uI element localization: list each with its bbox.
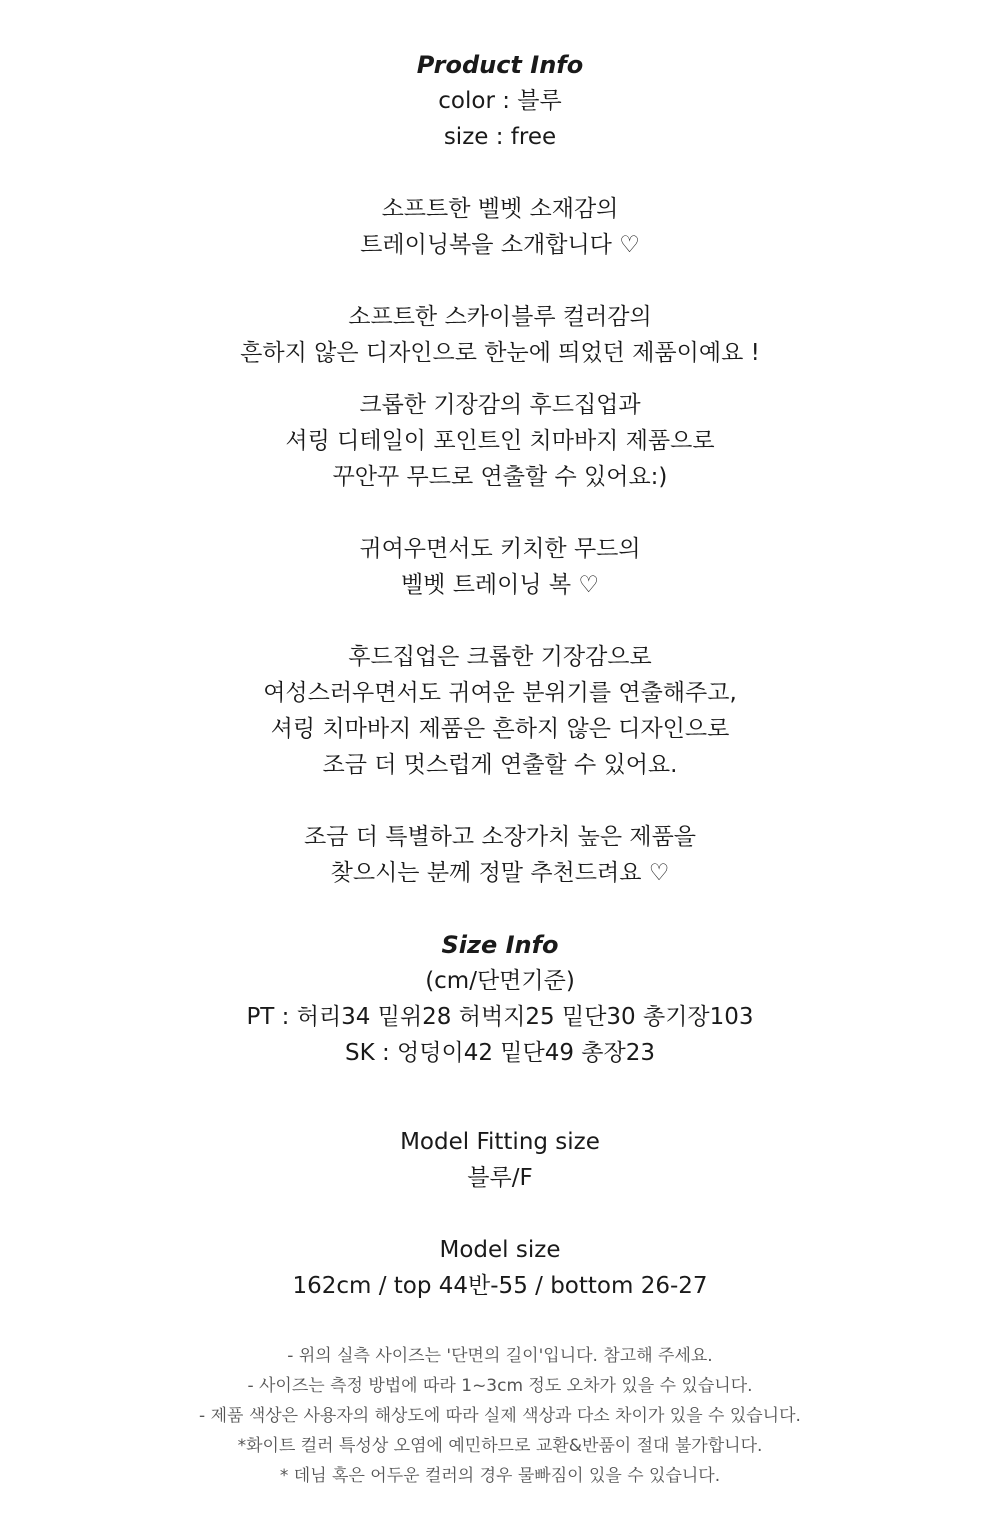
description-line: 크롭한 기장감의 후드집업과 xyxy=(359,392,641,418)
description-line: 후드집업은 크롭한 기장감으로 xyxy=(348,644,652,670)
description-line: 조금 더 특별하고 소장가치 높은 제품을 xyxy=(303,824,697,850)
size-info-heading: Size Info xyxy=(441,931,559,959)
note-line: * 데님 혹은 어두운 컬러의 경우 물빠짐이 있을 수 있습니다. xyxy=(279,1466,721,1486)
description-line: 셔링 디테일이 포인트인 치마바지 제품으로 xyxy=(285,428,715,454)
description-line: 벨벳 트레이닝 복 ♡ xyxy=(400,572,600,598)
product-info-heading: Product Info xyxy=(416,51,584,79)
product-color: color : 블루 xyxy=(438,88,562,114)
description-line: 셔링 치마바지 제품은 흔하지 않은 디자인으로 xyxy=(270,716,730,742)
note-line: - 제품 색상은 사용자의 해상도에 따라 실제 색상과 다소 차이가 있을 수 있습니다. xyxy=(199,1406,801,1426)
description-line: 소프트한 벨벳 소재감의 xyxy=(381,196,619,222)
description-line: 흔하지 않은 디자인으로 한눈에 띄었던 제품이예요 ! xyxy=(240,340,760,366)
description-line: 여성스러우면서도 귀여운 분위기를 연출해주고, xyxy=(263,680,737,706)
description-line: 꾸안꾸 무드로 연출할 수 있어요:) xyxy=(332,464,668,490)
description-line: 조금 더 멋스럽게 연출할 수 있어요. xyxy=(322,752,678,778)
model-fitting-label: Model Fitting size xyxy=(400,1129,600,1155)
size-sk: SK : 엉덩이42 밑단49 총장23 xyxy=(344,1040,655,1066)
model-size-value: 162cm / top 44반-55 / bottom 26-27 xyxy=(292,1273,708,1299)
product-size: size : free xyxy=(443,124,557,150)
note-line: - 사이즈는 측정 방법에 따라 1~3cm 정도 오차가 있을 수 있습니다. xyxy=(247,1376,753,1396)
size-unit: (cm/단면기준) xyxy=(425,968,575,994)
size-pt: PT : 허리34 밑위28 허벅지25 밑단30 총기장103 xyxy=(246,1004,754,1030)
description-line: 소프트한 스카이블루 컬러감의 xyxy=(348,304,652,330)
model-fitting-value: 블루/F xyxy=(467,1165,533,1191)
model-size-label: Model size xyxy=(439,1237,561,1263)
note-line: *화이트 컬러 특성상 오염에 예민하므로 교환&반품이 절대 불가합니다. xyxy=(237,1436,763,1456)
description-line: 트레이닝복을 소개합니다 ♡ xyxy=(360,232,640,258)
note-line: - 위의 실측 사이즈는 '단면의 길이'입니다. 참고해 주세요. xyxy=(287,1346,713,1366)
description-line: 찾으시는 분께 정말 추천드려요 ♡ xyxy=(330,860,670,886)
description-line: 귀여우면서도 키치한 무드의 xyxy=(359,536,641,562)
